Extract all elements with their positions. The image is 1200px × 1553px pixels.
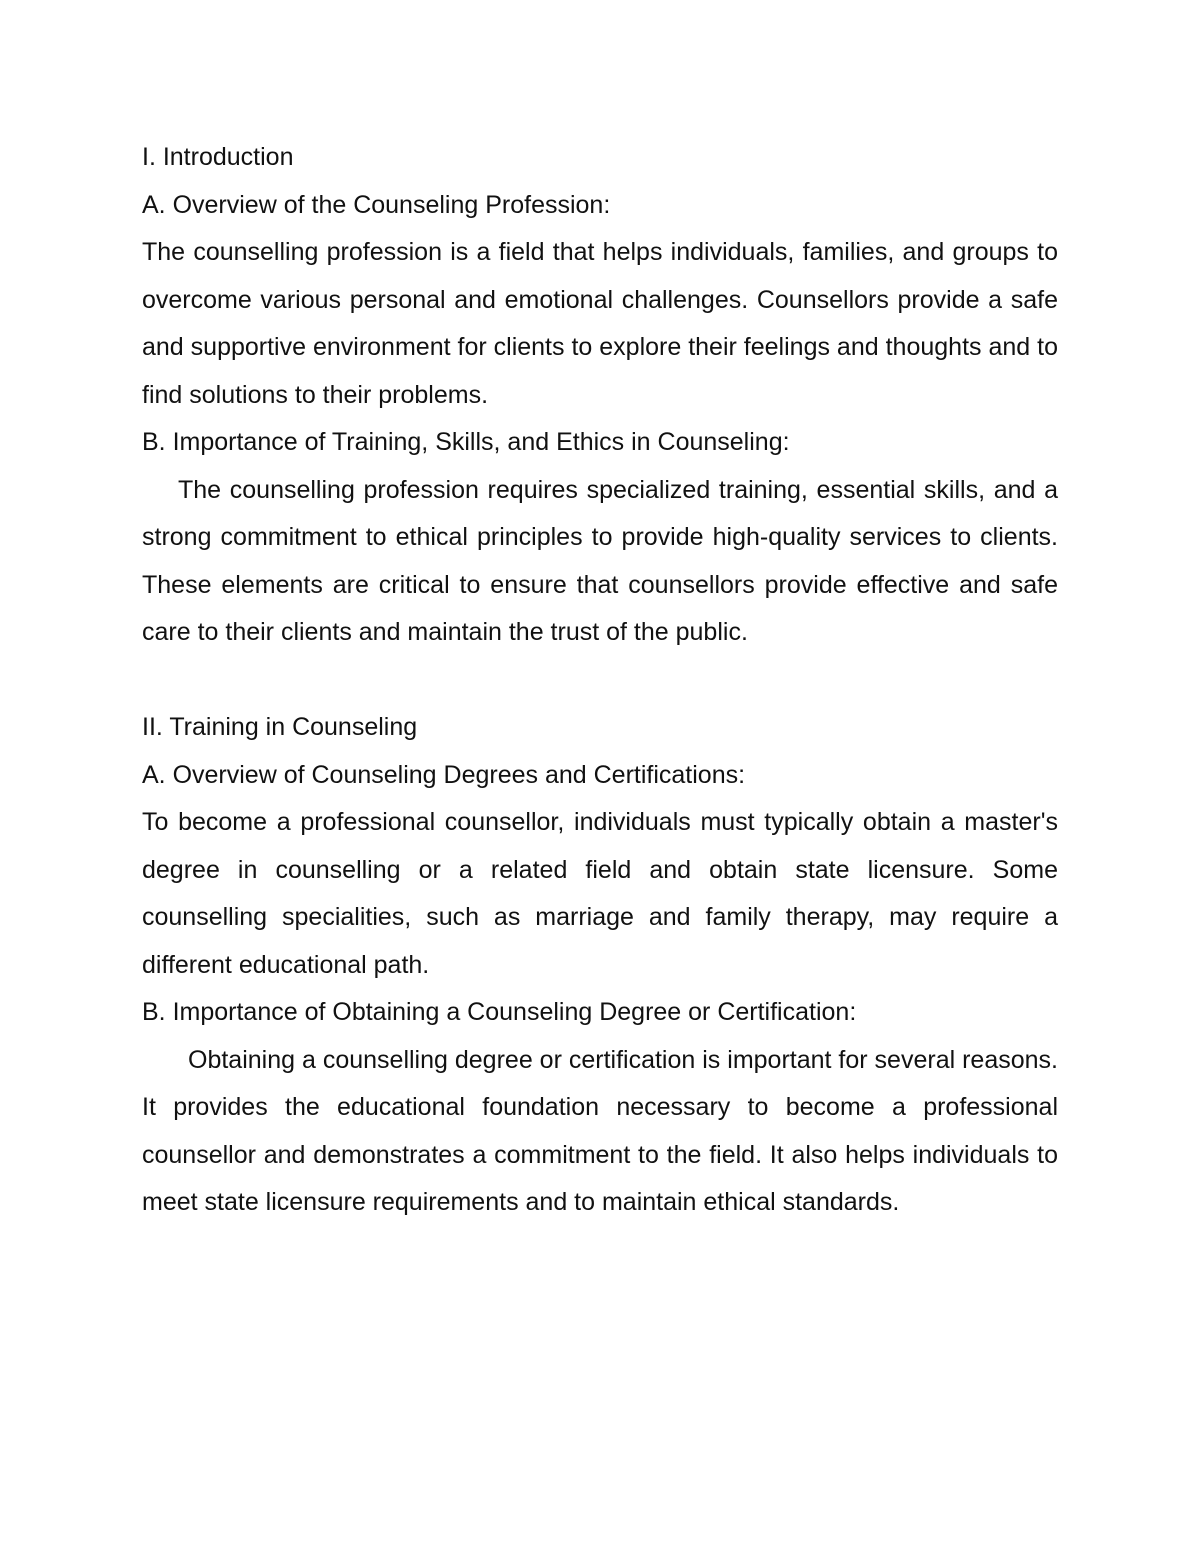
section-2-heading: II. Training in Counseling: [142, 713, 418, 741]
section-2a-heading: A. Overview of Counseling Degrees and Certifications:: [142, 760, 746, 789]
document-page: [142, 134, 1058, 1227]
section-2b-paragraph: Obtaining a counselling degree or certification is important for several reasons. It provides the educational foundation necessary to become a professional counsellor and demonstrates a commitment to the field. It also helps individuals to meet state licensure requirements and to maintain ethical standards.: [142, 1045, 1058, 1216]
section-2a-paragraph: To become a professional counsellor, individuals must typically obtain a master's degree in counselling or a related field and obtain state licensure. Some counselling specialities, such as marriage and family therapy, may require a different educational path.: [142, 808, 1058, 979]
section-2b-heading: B. Importance of Obtaining a Counseling Degree or Certification:: [142, 998, 857, 1026]
section-1-heading: I. Introduction: [142, 143, 294, 171]
section-1a-heading: A. Overview of the Counseling Profession:: [142, 190, 611, 219]
section-1a-paragraph: The counselling profession is a field that helps individuals, families, and groups to overcome various personal and emotional challenges. Counsellors provide a safe and supportive environment for clients to explore their feelings and thoughts and to find solutions to their problems.: [142, 238, 1058, 409]
section-1b-heading: B. Importance of Training, Skills, and Ethics in Counseling:: [142, 428, 790, 456]
section-1b-paragraph: The counselling profession requires specialized training, essential skills, and a strong commitment to ethical principles to provide high-quality services to clients. These elements are critical to ensure that counsellors provide effective and safe care to their clients and maintain the trust of the public.: [142, 475, 1058, 646]
section-spacer: [142, 657, 1058, 705]
